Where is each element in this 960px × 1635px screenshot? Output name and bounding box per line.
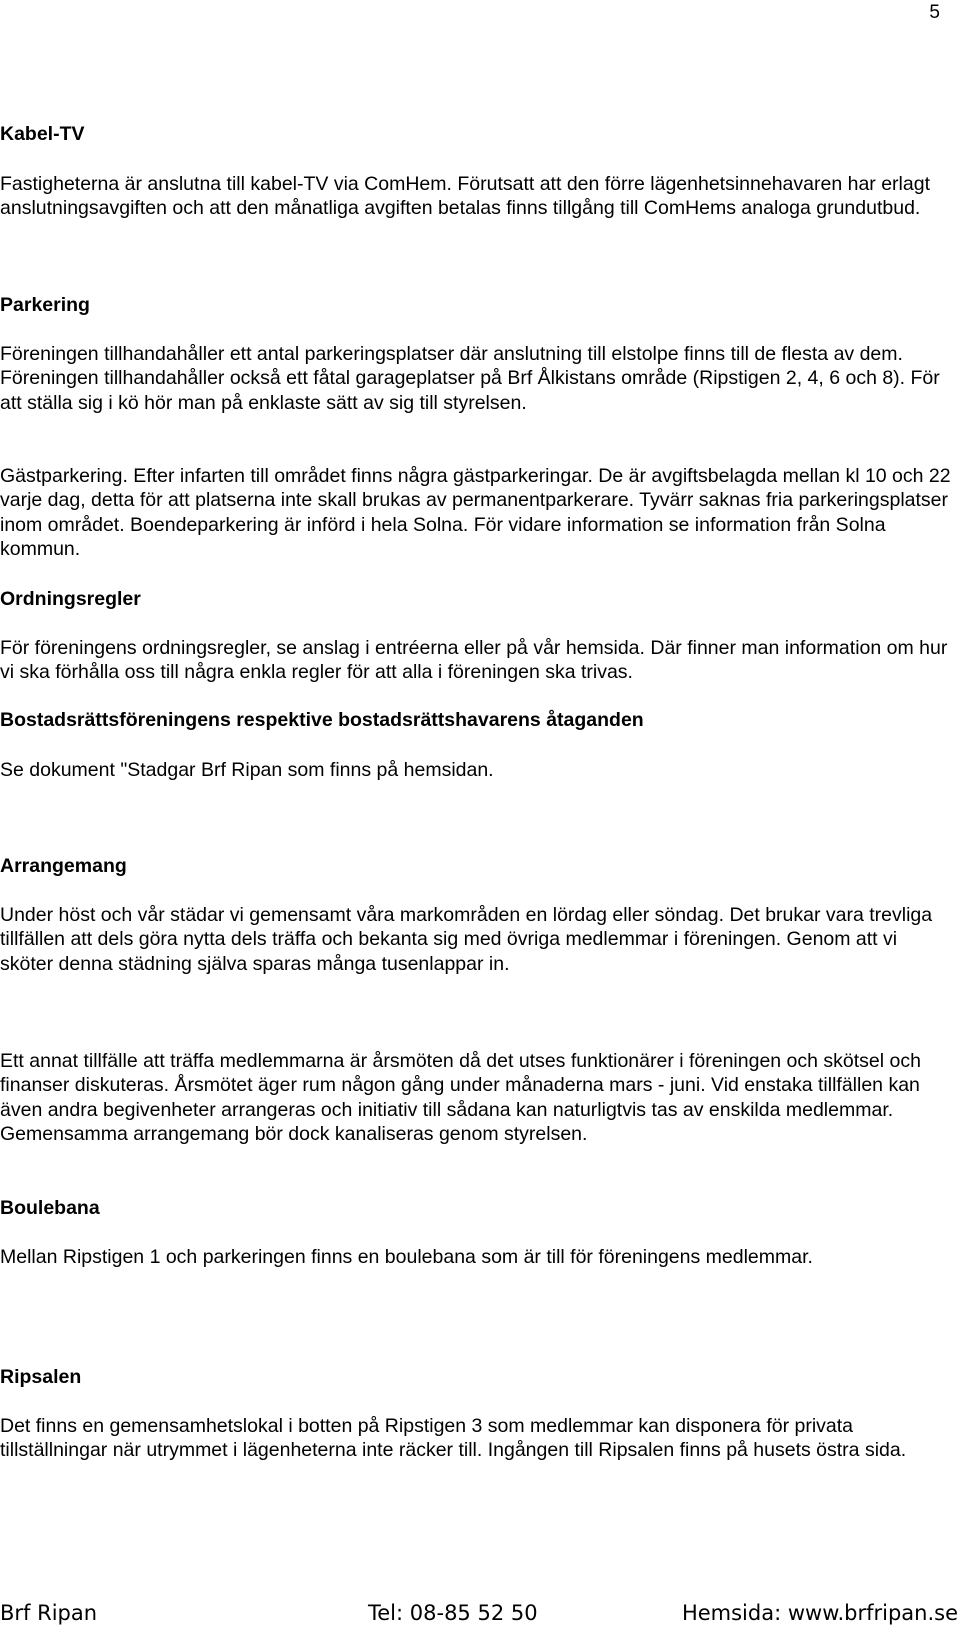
- heading-ripsalen: Ripsalen: [0, 1366, 82, 1388]
- paragraph-boulebana: Mellan Ripstigen 1 och parkeringen finns en boulebana som är till för föreningens medlemmar.: [0, 1246, 813, 1268]
- footer-org: Brf Ripan: [0, 1601, 98, 1625]
- paragraph-ripsalen: Det finns en gemensamhetslokal i botten på Ripstigen 3 som medlemmar kan disponera för privata tillställningar när utrymmet i lägenheterna inte räcker till. Ingången till Ripsalen finns på husets östra sida.: [0, 1415, 907, 1462]
- paragraph-kabel-tv: Fastigheterna är anslutna till kabel-TV via ComHem. Förutsatt att den förre lägenhetsinnehavaren har erlagt anslutningsavgiften och att den månatliga avgiften betalas finns tillgång till ComHems analoga grundutbud.: [0, 173, 930, 220]
- heading-ataganden: Bostadsrättsföreningens respektive bostadsrättshavarens åtaganden: [0, 709, 644, 731]
- paragraph-ataganden: Se dokument "Stadgar Brf Ripan som finns på hemsidan.: [0, 759, 494, 781]
- heading-ordningsregler: Ordningsregler: [0, 588, 141, 610]
- paragraph-parkering: Föreningen tillhandahåller ett antal parkeringsplatser där anslutning till elstolpe finns till de flesta av dem. Föreningen tillhandahåller också ett fåtal garageplatser på Brf Ålkistans område (Ripstigen 2, 4, 6 och 8). För att ställa sig i kö hör man på enklaste sätt av sig till styrelsen.: [0, 343, 940, 414]
- paragraph-gastparkering: Gästparkering. Efter infarten till området finns några gästparkeringar. De är avgiftsbelagda mellan kl 10 och 22 varje dag, detta för att platserna inte skall brukas av permanentparkerare. Tyvärr saknas fria parkeringsplatser inom området. Boendeparkering är införd i hela Solna. För vidare information se information från Solna kommun.: [0, 465, 951, 560]
- page-footer: [0, 1601, 958, 1631]
- heading-boulebana: Boulebana: [0, 1197, 100, 1219]
- heading-kabel-tv: Kabel-TV: [0, 123, 85, 145]
- footer-phone: Tel: 08-85 52 50: [368, 1601, 538, 1625]
- heading-arrangemang: Arrangemang: [0, 855, 127, 877]
- paragraph-arrangemang-1: Under höst och vår städar vi gemensamt våra markområden en lördag eller söndag. Det brukar vara trevliga tillfällen att dels göra nytta dels träffa och bekanta sig med övriga medlemmar i föreningen. Genom att vi sköter denna städning själva sparas många tusenlappar in.: [0, 904, 933, 975]
- heading-parkering: Parkering: [0, 294, 90, 316]
- paragraph-ordningsregler: För föreningens ordningsregler, se anslag i entréerna eller på vår hemsida. Där finner man information om hur vi ska förhålla oss till några enkla regler för att alla i föreningen ska trivas.: [0, 637, 948, 684]
- footer-website: Hemsida: www.brfripan.se: [681, 1601, 958, 1625]
- paragraph-arrangemang-2: Ett annat tillfälle att träffa medlemmarna är årsmöten då det utses funktionärer i föreningen och skötsel och finanser diskuteras. Årsmötet äger rum någon gång under månaderna mars - juni. Vid enstaka tillfällen kan även andra begivenheter arrangeras och initiativ till sådana kan naturligtvis tas av enskilda medlemmar. Gemensamma arrangemang bör dock kanaliseras genom styrelsen.: [0, 1050, 921, 1145]
- page-number: 5: [929, 2, 940, 23]
